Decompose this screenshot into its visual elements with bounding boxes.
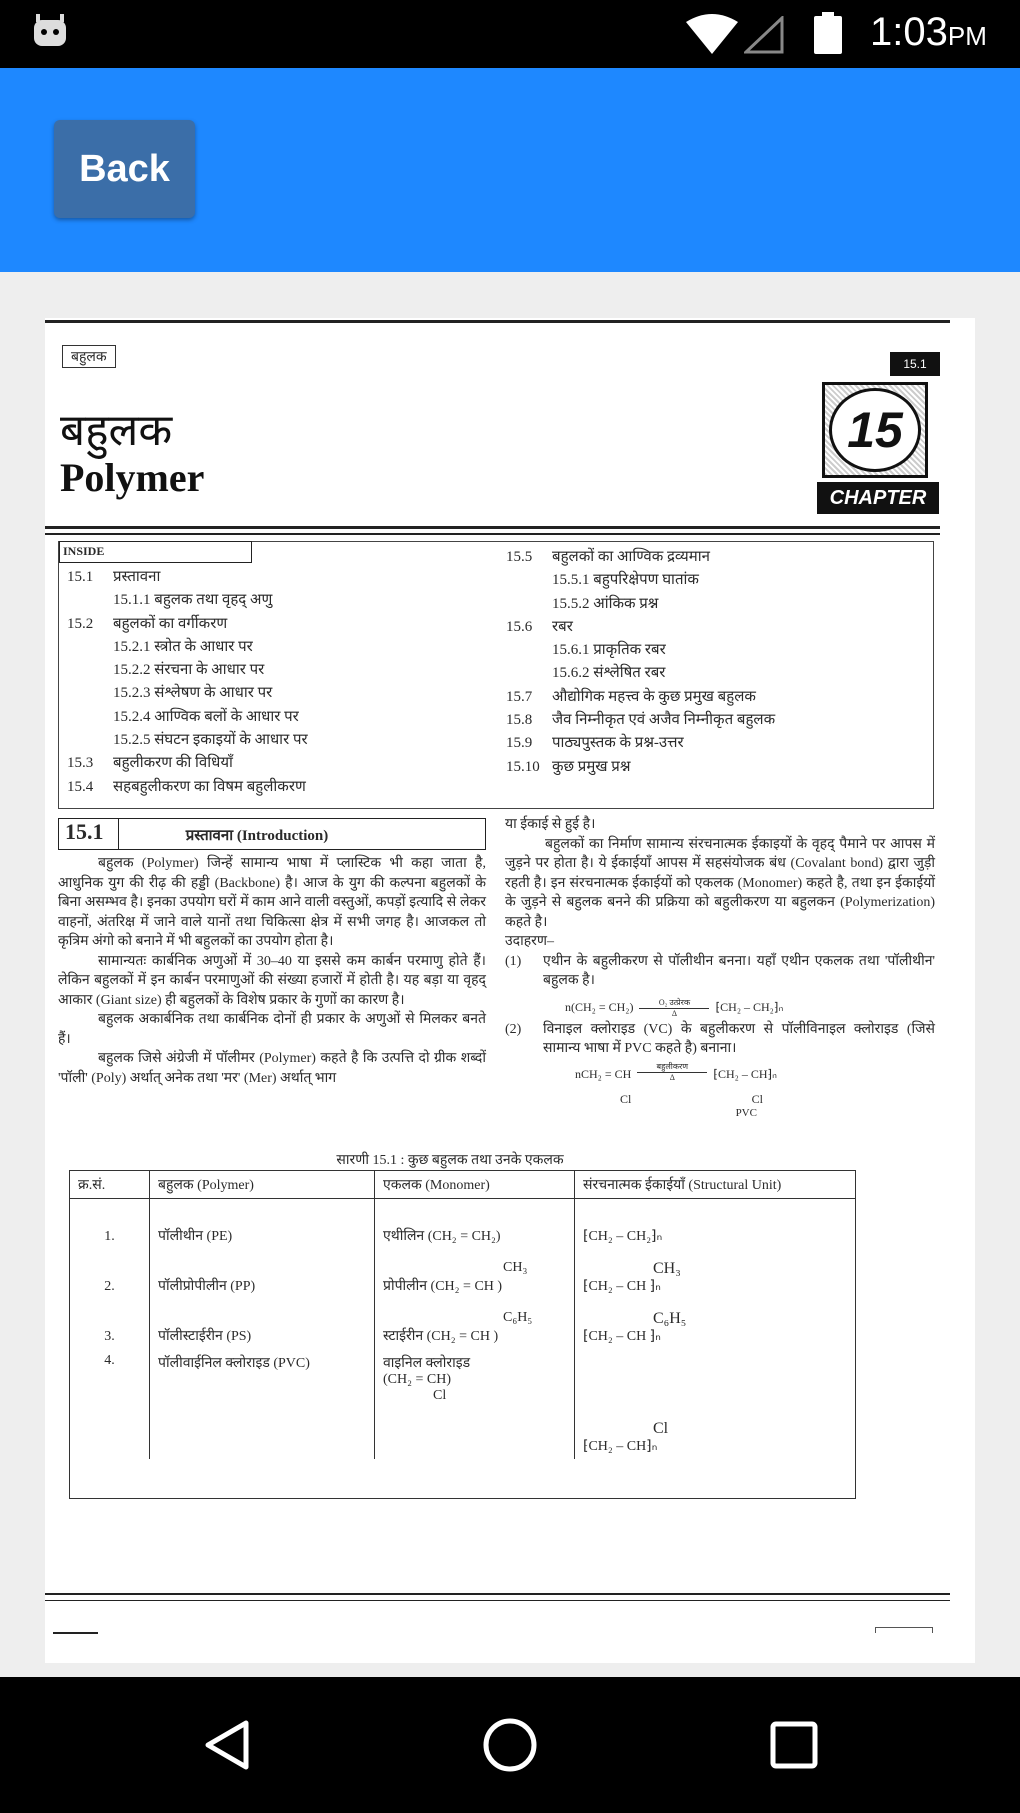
monomer xyxy=(375,1249,575,1299)
toc-item[interactable] xyxy=(506,616,775,639)
toc-text: पाठ्यपुस्तक के प्रश्न-उत्तर xyxy=(552,735,684,752)
monomer-top: वाइनिल क्लोराइड xyxy=(383,1355,471,1371)
recents-nav-icon[interactable] xyxy=(770,1721,818,1769)
monomer-formula: स्टाईरीन (CH₂ = CH ) xyxy=(383,1328,499,1344)
title-english: Polymer xyxy=(60,455,205,500)
toc-text: रबर xyxy=(552,618,573,635)
battery-icon xyxy=(814,12,842,54)
table-row xyxy=(70,1299,856,1349)
row-number: 3. xyxy=(70,1299,150,1349)
app-bar xyxy=(0,68,1020,272)
navigation-bar xyxy=(0,1677,1020,1813)
toc-text: कुछ प्रमुख प्रश्न xyxy=(552,758,631,775)
toc-text: सहबहुलीकरण का विषम बहुलीकरण xyxy=(113,778,306,795)
toc-number: 15.7 xyxy=(506,688,533,705)
polymer-name: पॉलीवाईनिल क्लोराइड (PVC) xyxy=(150,1349,375,1459)
structural-unit xyxy=(575,1349,856,1459)
left-column-text xyxy=(58,854,486,1088)
row-number: 2. xyxy=(70,1249,150,1299)
paragraph: या ईकाई से हुई है। xyxy=(505,817,596,832)
polymer-name: पॉलीप्रोपीलीन (PP) xyxy=(150,1249,375,1299)
unit-formula: ⁅CH₂ – CH ⁆ₙ xyxy=(583,1328,661,1344)
monomer-formula: (CH₂ = CH) xyxy=(383,1371,451,1387)
toc-text: 15.2.3 संश्लेषण के आधार पर xyxy=(113,685,273,702)
toc-text: जैव निम्नीकृत एवं अजैव निम्नीकृत बहुलक xyxy=(552,712,776,729)
paragraph: बहुलकों का निर्माण सामान्य संरचनात्मक ईकाइयों के वृहद् पैमाने पर आपस में जुड़ने पर होता है। ये ईकाईयाँ आपस में सहसंयोजक बंध (Covalant bond) द्वारा जुड़ी रहती है। इन संरचनात्मक ईकाईयों को एकलक (Monomer) कहते है, तथा इन ईकाईयों के जुड़ने से बहुलक बनने की प्रक्रिया को बहुलीकरण या बहुलकन (Polymerization) कहते है। xyxy=(505,836,935,930)
wifi-icon xyxy=(684,14,740,54)
row-number: 1. xyxy=(70,1199,150,1249)
toc-item[interactable] xyxy=(506,662,775,685)
toc-text: 15.6.1 प्राकृतिक रबर xyxy=(552,642,666,659)
toc-number xyxy=(67,706,113,729)
toc-number xyxy=(67,636,113,659)
toc-item[interactable] xyxy=(506,593,775,616)
monomer-top: CH₃ xyxy=(503,1259,528,1275)
polymer-name: पॉलीथीन (PE) xyxy=(150,1199,375,1249)
back-button[interactable]: Back xyxy=(54,120,195,218)
android-notification-icon xyxy=(32,14,68,48)
paragraph: बहुलक (Polymer) जिन्हें सामान्य भाषा में प्लास्टिक भी कहा जाता है, आधुनिक युग की रीढ़ की हड्डी (Backbone) है। आज के युग की कल्पना बहुलकों के बिना असम्भव है। इनका उपयोग घरों में काम आने वाली वस्तुओं, कपड़ों इत्यादि से लेकर वाहनों, अंतरिक्ष में जाने वाले यानों तथा चिकित्सा क्षेत्र में सभी जगह है। आजकल तो कृत्रिम अंगो को बनाने में भी बहुलकों का उपयोग होता है। xyxy=(58,856,486,949)
toc-number: 15.4 xyxy=(67,778,94,795)
table-row xyxy=(70,1249,856,1299)
toc-number xyxy=(506,569,552,592)
toc-text: 15.2.5 संघटन इकाइयों के आधार पर xyxy=(113,732,308,749)
toc-number xyxy=(506,593,552,616)
table-header: क्र.सं. xyxy=(70,1171,150,1199)
toc-number: 15.3 xyxy=(67,755,94,772)
toc-number xyxy=(67,659,113,682)
table-row xyxy=(70,1349,856,1459)
toc-number: 15.10 xyxy=(506,758,540,775)
toc-number xyxy=(506,639,552,662)
toc-text: 15.2.1 स्त्रोत के आधार पर xyxy=(113,638,253,655)
toc-number: 15.6 xyxy=(506,618,533,635)
unit-formula: ⁅CH₂ – CH⁆ₙ xyxy=(583,1438,658,1454)
polymer-name: पॉलीस्टाईरीन (PS) xyxy=(150,1299,375,1349)
monomer xyxy=(375,1199,575,1249)
equation-2: nCH₂ = CH Cl बहुलीकरण Δ ⁅CH₂ – CH⁆ₙ Cl PVC xyxy=(575,1061,777,1119)
toc-item[interactable] xyxy=(67,659,308,682)
paragraph: बहुलक जिसे अंग्रेजी में पॉलीमर (Polymer) कहते है कि उत्पत्ति दो ग्रीक शब्दों 'पॉली' (Poly) अर्थात् अनेक तथा 'मर' (Mer) अर्थात् भाग xyxy=(58,1051,486,1086)
back-nav-icon[interactable] xyxy=(202,1719,252,1771)
unit-top: C₆H₅ xyxy=(653,1309,687,1327)
paragraph: बहुलक अकार्बनिक तथा कार्बनिक दोनों ही प्रकार के अणुओं से मिलकर बनते हैं। xyxy=(58,1012,486,1047)
table-header: संरचनात्मक ईकाईयाँ (Structural Unit) xyxy=(575,1171,856,1199)
table-header: एकलक (Monomer) xyxy=(375,1171,575,1199)
table-header: बहुलक (Polymer) xyxy=(150,1171,375,1199)
toc-item[interactable] xyxy=(67,636,308,659)
toc-text: बहुलीकरण की विधियाँ xyxy=(113,755,233,772)
toc-text: बहुलकों का वर्गीकरण xyxy=(113,615,228,632)
page-number: 15.1 xyxy=(890,352,940,376)
toc-item[interactable] xyxy=(67,589,308,612)
toc-item[interactable] xyxy=(506,732,775,755)
monomer-formula: प्रोपीलीन (CH₂ = CH ) xyxy=(383,1278,503,1294)
structural-unit xyxy=(575,1199,856,1249)
toc-text: 15.1.1 बहुलक तथा वृहद् अणु xyxy=(113,592,273,609)
toc-number: 15.8 xyxy=(506,712,533,729)
table-row-empty xyxy=(70,1459,856,1499)
toc-item[interactable] xyxy=(506,569,775,592)
toc-item[interactable] xyxy=(67,752,308,775)
unit-top: CH₃ xyxy=(653,1259,681,1277)
table-row xyxy=(70,1199,856,1249)
right-column-text: या ईकाई से हुई है। बहुलकों का निर्माण सामान्य संरचनात्मक ईकाइयों के वृहद् पैमाने पर आपस में जुड़ने पर होता है। ये ईकाईयाँ आपस में सहसंयोजक बंध (Covalant bond) द्वारा जुड़ी रहती है। इन संरचनात्मक ईकाईयों को एकलक (Monomer) कहते है, तथा इन ईकाईयों के जुड़ने से बहुलक बनने की प्रक्रिया को बहुलीकरण या बहुलकन (Polymerization) कहते है। उदाहरण– (1) एथीन के बहुलीकरण से पॉलीथीन बनना। यहाँ एथीन एकलक तथा 'पॉलीथीन' बहुलक है। n(CH₂ = CH₂) O₂ उत्प्रेरक Δ ⁅CH₂ – CH₂⁆ₙ (2) विनाइल क्लोराइड (VC) के बहुलीकरण से पॉलीविनाइल क्लोराइड (जिसे सामान्य भाषा में PVC कहते है) बनाना। nCH₂ = CH Cl बहुलीकरण Δ ⁅CH₂ – CH⁆ₙ Cl PVC xyxy=(505,815,935,1137)
toc-item[interactable] xyxy=(67,566,308,589)
toc-text: 15.5.2 आंकिक प्रश्न xyxy=(552,595,659,612)
home-nav-icon[interactable] xyxy=(482,1717,538,1773)
unit-formula: ⁅CH₂ – CH ⁆ₙ xyxy=(583,1278,661,1294)
structural-unit xyxy=(575,1299,856,1349)
toc-text: औद्योगिक महत्त्व के कुछ प्रमुख बहुलक xyxy=(552,688,756,705)
toc-text: 15.5.1 बहुपरिक्षेपण घातांक xyxy=(552,572,699,589)
toc-item[interactable] xyxy=(506,709,775,732)
monomer xyxy=(375,1349,575,1459)
table-caption: सारणी 15.1 : कुछ बहुलक तथा उनके एकलक xyxy=(336,1153,564,1168)
toc-text: बहुलकों का आण्विक द्रव्यमान xyxy=(552,549,710,565)
toc-text: 15.2.4 आण्विक बलों के आधार पर xyxy=(113,708,299,725)
toc-number xyxy=(67,729,113,752)
unit-formula: ⁅CH₂ – CH₂⁆ₙ xyxy=(583,1228,663,1244)
toc-item[interactable] xyxy=(67,706,308,729)
status-bar xyxy=(0,0,1020,68)
monomer xyxy=(375,1299,575,1349)
toc-item[interactable] xyxy=(67,776,308,799)
toc-item[interactable] xyxy=(506,546,775,569)
toc-item[interactable] xyxy=(67,682,308,705)
toc-number: 15.1 xyxy=(67,569,94,585)
chapter-logo: 15 CHAPTER xyxy=(817,382,939,514)
clock: 1:03PM xyxy=(870,10,987,54)
chapter-tag: बहुलक xyxy=(62,345,116,368)
paragraph: सामान्यतः कार्बनिक अणुओं में 30–40 या इससे कम कार्बन परमाणु होते हैं। लेकिन बहुलकों में इन कार्बन परमाणुओं की संख्या हजारों में होती है। यह बड़ा या वृहद् आकार (Giant size) ही बहुलकों के विशेष प्रकार के गुणों का कारण है। xyxy=(58,953,486,1008)
toc-item[interactable] xyxy=(67,613,308,636)
row-number: 4. xyxy=(70,1349,150,1459)
structural-unit xyxy=(575,1249,856,1299)
toc-number: 15.5 xyxy=(506,549,533,565)
polymer-table xyxy=(69,1170,856,1499)
toc-text: प्रस्तावना xyxy=(113,569,161,585)
inside-box: INSIDE 15.1 प्रस्तावना 15.1.1 बहुलक तथा वृहद् अणु 15.2 बहुलकों का वर्गीकरण 15.2.1 स्त्रोत के आधार पर 15.2.2 संरचना के आधार पर 15.2.3 संश्लेषण के आधार पर 15.2.4 आण्विक बलों के आधार पर 15.2.5 संघटन इकाइयों के आधार पर 15.3 बहुलीकरण की विधियाँ 15.4 सहबहुलीकरण का विषम बहुलीकरण 15.5 बहुलकों का आण्विक द्रव्यमान 15.5.1 बहुपरिक्षेपण घातांक 15.5.2 आंकिक प्रश्न 15.6 रबर 15.6.1 प्राकृतिक रबर 15.6.2 संश्लेषित रबर 15.7 औद्योगिक महत्त्व के कुछ प्रमुख बहुलक 15.8 जैव निम्नीकृत एवं अजैव निम्नीकृत बहुलक 15.9 पाठ्यपुस्तक के प्रश्न-उत्तर 15.10 कुछ प्रमुख प्रश्न xyxy=(58,541,934,809)
unit-top: Cl xyxy=(653,1419,669,1437)
document-page[interactable] xyxy=(45,318,975,1663)
toc-text: 15.2.2 संरचना के आधार पर xyxy=(113,662,265,679)
toc-number xyxy=(67,589,113,612)
toc-number xyxy=(506,662,552,685)
toc-item[interactable] xyxy=(67,729,308,752)
monomer-top: C₆H₅ xyxy=(503,1309,533,1325)
toc-item[interactable] xyxy=(506,756,775,779)
signal-icon xyxy=(744,16,784,54)
toc-item[interactable] xyxy=(506,686,775,709)
toc-number: 15.9 xyxy=(506,735,533,752)
title-hindi: बहुलक xyxy=(60,406,173,455)
toc-text: 15.6.2 संश्लेषित रबर xyxy=(552,665,666,682)
toc-item[interactable] xyxy=(506,639,775,662)
monomer-sub: Cl xyxy=(433,1387,447,1403)
toc-number: 15.2 xyxy=(67,615,94,632)
equation-1: n(CH₂ = CH₂) O₂ उत्प्रेरक Δ ⁅CH₂ – CH₂⁆ₙ xyxy=(565,997,784,1018)
monomer-formula: एथीलिन (CH₂ = CH₂) xyxy=(383,1228,501,1244)
section-heading: 15.1 प्रस्तावना (Introduction) xyxy=(58,818,486,850)
toc-number xyxy=(67,682,113,705)
